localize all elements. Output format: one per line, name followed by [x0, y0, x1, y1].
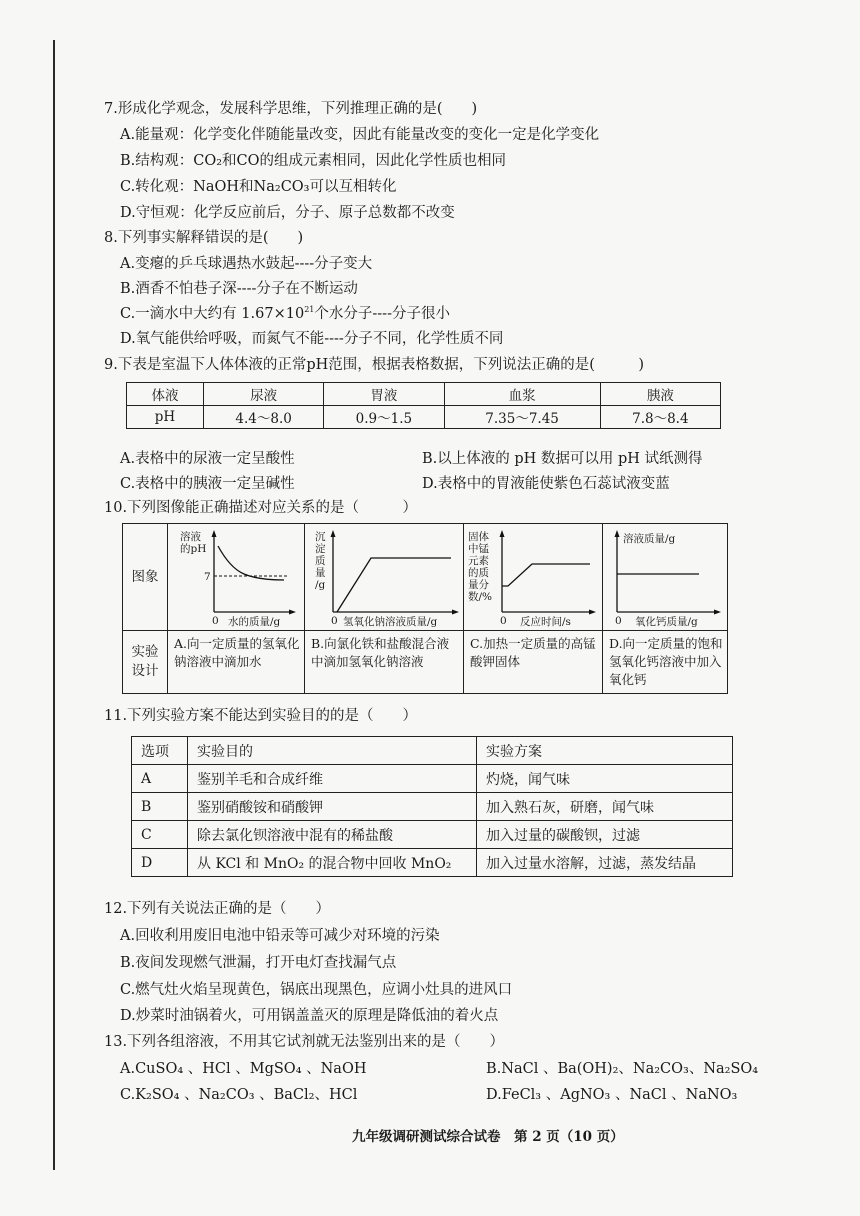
q9-ph-table	[126, 382, 721, 429]
q13-option-c[interactable]: C.K₂SO₄ 、Na₂CO₃ 、BaCl₂、HCl	[120, 1087, 358, 1103]
graph-a-xlabel: 水的质量/g	[228, 616, 281, 628]
q10-graph-table	[122, 523, 728, 694]
table-cell: 0.9～1.5	[324, 406, 444, 429]
q9-option-d[interactable]: D.表格中的胃液能使紫色石蕊试液变蓝	[422, 476, 670, 492]
graph-c-ylabel-3: 元素	[468, 555, 489, 567]
table-cell: C	[132, 821, 188, 849]
table-cell: B	[132, 793, 188, 821]
q11-stem: 11.下列实验方案不能达到实验目的的是（ ）	[104, 708, 418, 724]
graph-b-svg	[305, 524, 463, 628]
graph-c-ylabel-5: 量分	[468, 579, 489, 591]
q8-option-d[interactable]: D.氧气能供给呼吸，而氮气不能----分子不同，化学性质不同	[120, 331, 504, 347]
table-cell: 体液	[127, 383, 204, 406]
graph-b-ylabel-5: /g	[315, 579, 326, 591]
q13-option-a[interactable]: A.CuSO₄ 、HCl 、MgSO₄ 、NaOH	[120, 1061, 367, 1077]
table-cell: 实验方案	[477, 737, 733, 765]
q13-option-b[interactable]: B.NaCl 、Ba(OH)₂、Na₂CO₃、Na₂SO₄	[486, 1061, 759, 1077]
q12-option-d[interactable]: D.炒菜时油锅着火，可用锅盖盖灭的原理是降低油的着火点	[120, 1008, 499, 1024]
q9-option-c[interactable]: C.表格中的胰液一定呈碱性	[120, 476, 295, 492]
q7-option-d[interactable]: D.守恒观：化学反应前后，分子、原子总数都不改变	[120, 205, 455, 221]
graph-c-ylabel-1: 固体	[468, 531, 489, 543]
graph-b-ylabel-1: 沉	[315, 531, 326, 543]
graph-c-svg	[464, 524, 602, 628]
graph-c-ylabel-2: 中锰	[468, 543, 489, 555]
table-row	[127, 383, 721, 406]
q9-option-a[interactable]: A.表格中的尿液一定呈酸性	[120, 451, 295, 467]
table-cell: 实验目的	[188, 737, 477, 765]
graph-b-ylabel-3: 质	[315, 555, 326, 567]
table-cell: 尿液	[204, 383, 324, 406]
q8-c-text: C.一滴水中大约有 1.67×10	[120, 306, 305, 322]
q10-stem: 10.下列图像能正确描述对应关系的是（ ）	[104, 500, 418, 516]
q8-option-c[interactable]	[120, 304, 450, 324]
graph-c-xlabel: 反应时间/s	[520, 616, 571, 628]
q12-option-b[interactable]: B.夜间发现燃气泄漏，打开电灯查找漏气点	[120, 955, 397, 971]
table-cell: 鉴别羊毛和合成纤维	[188, 765, 477, 793]
table-cell: D	[132, 849, 188, 877]
graph-b-ylabel-4: 量	[315, 567, 326, 579]
table-cell: A	[132, 765, 188, 793]
graph-a-origin: 0	[212, 615, 219, 627]
page-footer: 九年级调研测试综合试卷 第 2 页（10 页）	[352, 1129, 624, 1145]
table-row[interactable]	[132, 849, 733, 877]
q12-stem: 12.下列有关说法正确的是（ ）	[104, 901, 331, 917]
table-row[interactable]	[132, 765, 733, 793]
table-row[interactable]	[132, 821, 733, 849]
table-cell: 7.8～8.4	[600, 406, 720, 429]
graph-d-xlabel: 氧化钙质量/g	[635, 616, 698, 628]
table-cell: 灼烧，闻气味	[477, 765, 733, 793]
table-cell: 加入过量水溶解，过滤，蒸发结晶	[477, 849, 733, 877]
graph-b-cell[interactable]	[305, 524, 464, 631]
table-cell: 血浆	[444, 383, 600, 406]
table-cell: 选项	[132, 737, 188, 765]
table-row	[123, 524, 728, 631]
design-d: D.向一定质量的饱和氢氧化钙溶液中加入氧化钙	[603, 631, 728, 694]
table-row[interactable]	[132, 793, 733, 821]
graph-b-origin: 0	[331, 615, 338, 627]
table-cell: 胃液	[324, 383, 444, 406]
design-c: C.加热一定质量的高锰酸钾固体	[464, 631, 603, 694]
q7-option-a[interactable]: A.能量观：化学变化伴随能量改变，因此有能量改变的变化一定是化学变化	[120, 127, 600, 143]
graph-d-origin: 0	[615, 615, 622, 627]
graph-c-origin: 0	[500, 615, 507, 627]
graph-b-xlabel: 氢氧化钠溶液质量/g	[343, 616, 438, 628]
graph-a-mark: 7	[204, 571, 211, 583]
graph-c-ylabel-6: 数/%	[468, 591, 493, 603]
row-label-design-1: 实验	[131, 644, 159, 660]
q12-option-a[interactable]: A.回收利用废旧电池中铅汞等可减少对环境的污染	[120, 928, 440, 944]
graph-a-svg	[168, 524, 304, 628]
q7-option-c[interactable]: C.转化观：NaOH和Na₂CO₃可以互相转化	[120, 179, 397, 195]
graph-d-svg	[603, 524, 727, 628]
q9-option-b[interactable]: B.以上体液的 pH 数据可以用 pH 试纸测得	[422, 451, 703, 467]
graph-a-ylabel-1: 溶液	[180, 531, 201, 543]
table-cell: 加入熟石灰，研磨，闻气味	[477, 793, 733, 821]
q7-option-b[interactable]: B.结构观：CO₂和CO的组成元素相同，因此化学性质也相同	[120, 153, 507, 169]
q8-option-a[interactable]: A.变瘪的乒乓球遇热水鼓起----分子变大	[120, 256, 373, 272]
q8-option-b[interactable]: B.酒香不怕巷子深----分子在不断运动	[120, 281, 358, 297]
table-row	[127, 406, 721, 429]
design-b: B.向氯化铁和盐酸混合液中滴加氢氧化钠溶液	[305, 631, 464, 694]
graph-a-ylabel-2: 的pH	[180, 543, 207, 555]
q13-stem: 13.下列各组溶液，不用其它试剂就无法鉴别出来的是（ ）	[104, 1034, 505, 1050]
graph-d-ylabel: 溶液质量/g	[623, 533, 676, 545]
table-row	[132, 737, 733, 765]
table-cell: 鉴别硝酸铵和硝酸钾	[188, 793, 477, 821]
table-cell: 加入过量的碳酸钡，过滤	[477, 821, 733, 849]
graph-a-cell[interactable]	[168, 524, 305, 631]
table-cell: pH	[127, 406, 204, 429]
q11-experiment-table	[131, 736, 733, 877]
table-cell: 4.4～8.0	[204, 406, 324, 429]
table-cell: 除去氯化钡溶液中混有的稀盐酸	[188, 821, 477, 849]
q8-c-exponent: 21	[304, 305, 315, 314]
graph-d-cell[interactable]	[603, 524, 728, 631]
table-cell: 7.35～7.45	[444, 406, 600, 429]
binding-margin-line	[53, 40, 55, 1170]
table-cell: 从 KCl 和 MnO₂ 的混合物中回收 MnO₂	[188, 849, 477, 877]
graph-b-ylabel-2: 淀	[315, 543, 326, 555]
q8-c-text-end: 个水分子----分子很小	[314, 306, 450, 322]
table-cell: 胰液	[600, 383, 720, 406]
graph-c-cell[interactable]	[464, 524, 603, 631]
q7-stem: 7.形成化学观念，发展科学思维，下列推理正确的是( )	[104, 101, 478, 117]
row-label-design-2: 设计	[131, 663, 159, 679]
row-label-graph: 图象	[123, 524, 168, 631]
q12-option-c[interactable]: C.燃气灶火焰呈现黄色，锅底出现黑色，应调小灶具的进风口	[120, 982, 513, 998]
q13-option-d[interactable]: D.FeCl₃ 、AgNO₃ 、NaCl 、NaNO₃	[486, 1087, 738, 1103]
table-row	[123, 631, 728, 694]
row-label-design	[123, 631, 168, 694]
q9-stem: 9.下表是室温下人体体液的正常pH范围，根据表格数据，下列说法正确的是( )	[104, 357, 645, 373]
q8-stem: 8.下列事实解释错误的是( )	[104, 230, 304, 246]
graph-c-ylabel-4: 的质	[468, 567, 489, 579]
design-a: A.向一定质量的氢氧化钠溶液中滴加水	[168, 631, 305, 694]
